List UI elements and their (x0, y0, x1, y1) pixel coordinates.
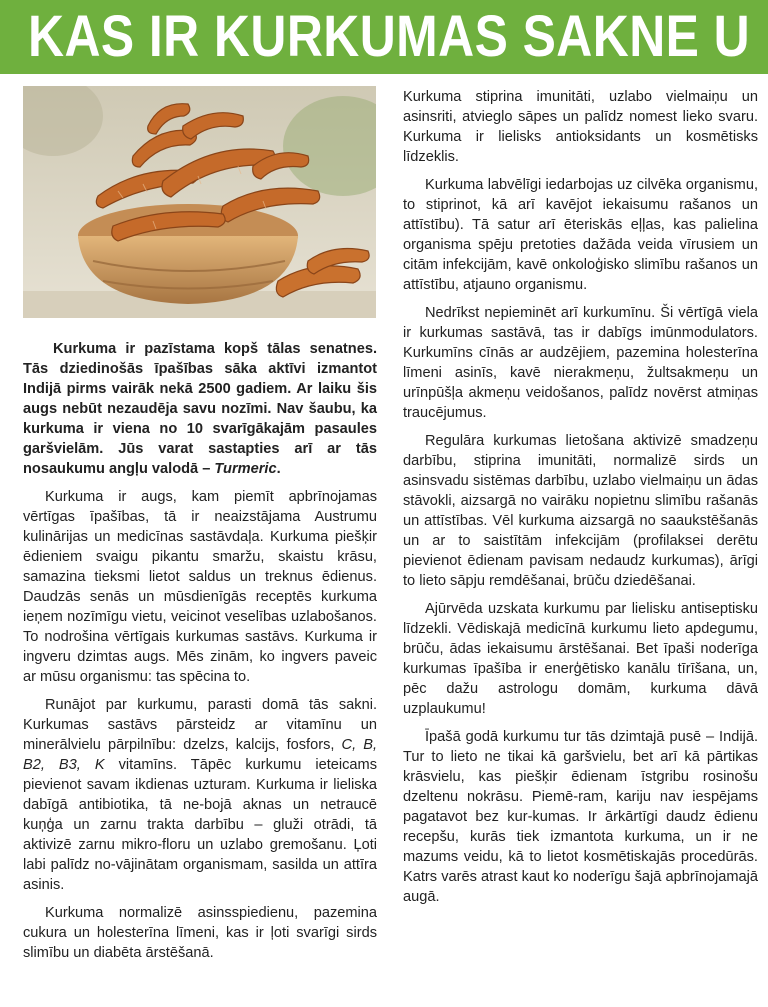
paragraph-2-start: Runājot par kurkumu, parasti domā tās sakni. Kurkumas sastāvs pārsteidz ar vitamīnu un minerālvielu pārpilnību: dzelzs, kalcijs, fosfors, (23, 697, 377, 753)
paragraph-2-end: vitamīns. Tāpēc kurkumu ieteicams pievienot savam ikdienas uzturam. Kurkuma ir lieliska dabīgā antibiotika, tā ne-bojā aknas un netraucē kuņģa un zarnu trakta darbību – gluži otrādi, tā aktivizē zarnu mikro-floru un uzlabo gremošanu. Ļoti labi palīdz no-vājinātam organismam, sasilda un attīra asinis. (23, 757, 377, 893)
article-title: KAS IR KURKUMAS SAKNE U (28, 4, 751, 69)
paragraph-2 (23, 695, 377, 895)
paragraph-4: Kurkuma stiprina imunitāti, uzlabo vielmaiņu un asinsriti, atvieglo sāpes un palīdz nomest lieko svaru. Kurkuma ir lielisks antioksidants un kosmētisks līdzeklis. (403, 89, 758, 165)
lead-paragraph (23, 339, 377, 479)
lead-end: . (276, 461, 281, 477)
paragraph-1: Kurkuma ir augs, kam piemīt apbrīnojamas vērtīgas īpašības, tā ir neaizstājama Austrumu kulinārijas un medicīnas sastāvdaļa. Kurkuma piešķir ēdieniem svaigu pikantu smaržu, skaistu krāsu, samazina tieksmi lietot saldus un treknus ēdienus. Daudzās senās un mūsdienīgās receptēs kurkuma ieņem nozīmīgu vietu, veicinot veselības uzlabošanos. To nodrošina vērtīgais kurkumas sastāvs. Kurkuma ir ingveru dzimtas augs. Mēs zinām, ko ingvers paveic ar mūsu organismu: tas spēcina to. (23, 489, 377, 685)
turmeric-bowl-icon (23, 86, 376, 318)
paragraph-9: Īpašā godā kurkumu tur tās dzimtajā pusē – Indijā. Tur to lieto ne tikai kā garšvielu, bet arī kā pārtikas krāsvielu, kas piešķir ēdienam īstgribu rosinošu dzeltenu nokrāsu. Piemē-ram, kariju nav iespējams pagatavot bez kur-kumas. Ir ārkārtīgi daudz ēdienu recepšu, kurās tiek izmantota kurkuma, un ir ne mazums veidu, kā to lietot kosmētiskajās procedūrās. Katrs varēs atrast kaut ko noderīgu šajā apbrīnojamajā augā. (403, 729, 758, 905)
paragraph-7: Regulāra kurkumas lietošana aktivizē smadzeņu darbību, stiprina imunitāti, normalizē sirds un asinsvadu sistēmas darbību, uzlabo vielmaiņu un ādas stāvokli, aizsargā no vairāku nopietnu slimību rašanās un attīstības. Vēl kurkuma aizsargā no saaukstēšanās un ar to saistītām infekcijām (profilaksei derētu pievienot ēdienam pavisam nedaudz kurkumas), ārīgi to lieto sāpju remdēšanai, brūču dziedēšanai. (403, 433, 758, 589)
vitamin-list: C, B, B2, B3, K (23, 737, 378, 773)
paragraph-6: Nedrīkst nepieminēt arī kurkumīnu. Ši vērtīgā viela ir kurkumas sastāvā, tas ir dabīgs imūnmodulators. Kurkumīns cīnās ar audzējiem, pazemina holesterīna līmeni asinīs, kavē nierakmeņu, žultsakmeņu un urīnpūšļa akmeņu veidošanos, palīdz novērst atmiņas traucējumus. (403, 305, 758, 421)
paragraph-3: Kurkuma normalizē asinsspiedienu, pazemina cukura un holesterīna līmeni, kas ir ļoti svarīgi sirds slimību un diabēta ārstēšanā. (23, 905, 377, 961)
paragraph-8: Ajūrvēda uzskata kurkumu par lielisku antiseptisku līdzekli. Vēdiskajā medicīnā kurkumu lieto apdegumu, brūču, ādas iekaisumu ārstēšanai. Bet īpaši noderīga kurkumas īpašība ir enerģētisko kanālu tīrīšana, un, pēc dažu astrologu domām, kurkuma dāvā uzplaukumu! (403, 601, 758, 717)
lead-text: Kurkuma ir pazīstama kopš tālas senatnes. Tās dziedinošās īpašības sāka aktīvi izmantot Indijā pirms vairāk nekā 2500 gadiem. Ar laiku šis augs nebūt nezaudēja savu nozīmi. Nav šaubu, ka kurkuma ir viena no 10 svarīgākajām pasaules garšvielām. Jūs varat sastapties arī ar tās nosaukumu angļu valodā – (23, 341, 377, 477)
paragraph-5: Kurkuma labvēlīgi iedarbojas uz cilvēka organismu, to stiprinot, kā arī kavējot iekaisumu rašanos un attīstību). Tā satur arī ēteriskās eļļas, kas palielina organisma spēju pretoties dažāda veida vīrusiem un citām infekcijām, kavē onkoloģisko slimību rašanos un attīstību, atjauno organismu. (403, 177, 758, 293)
article-column-right (403, 87, 758, 915)
page-header (0, 0, 768, 74)
turmeric-photo (23, 86, 376, 318)
article-column-left (23, 339, 377, 971)
lead-term: Turmeric (214, 461, 277, 477)
